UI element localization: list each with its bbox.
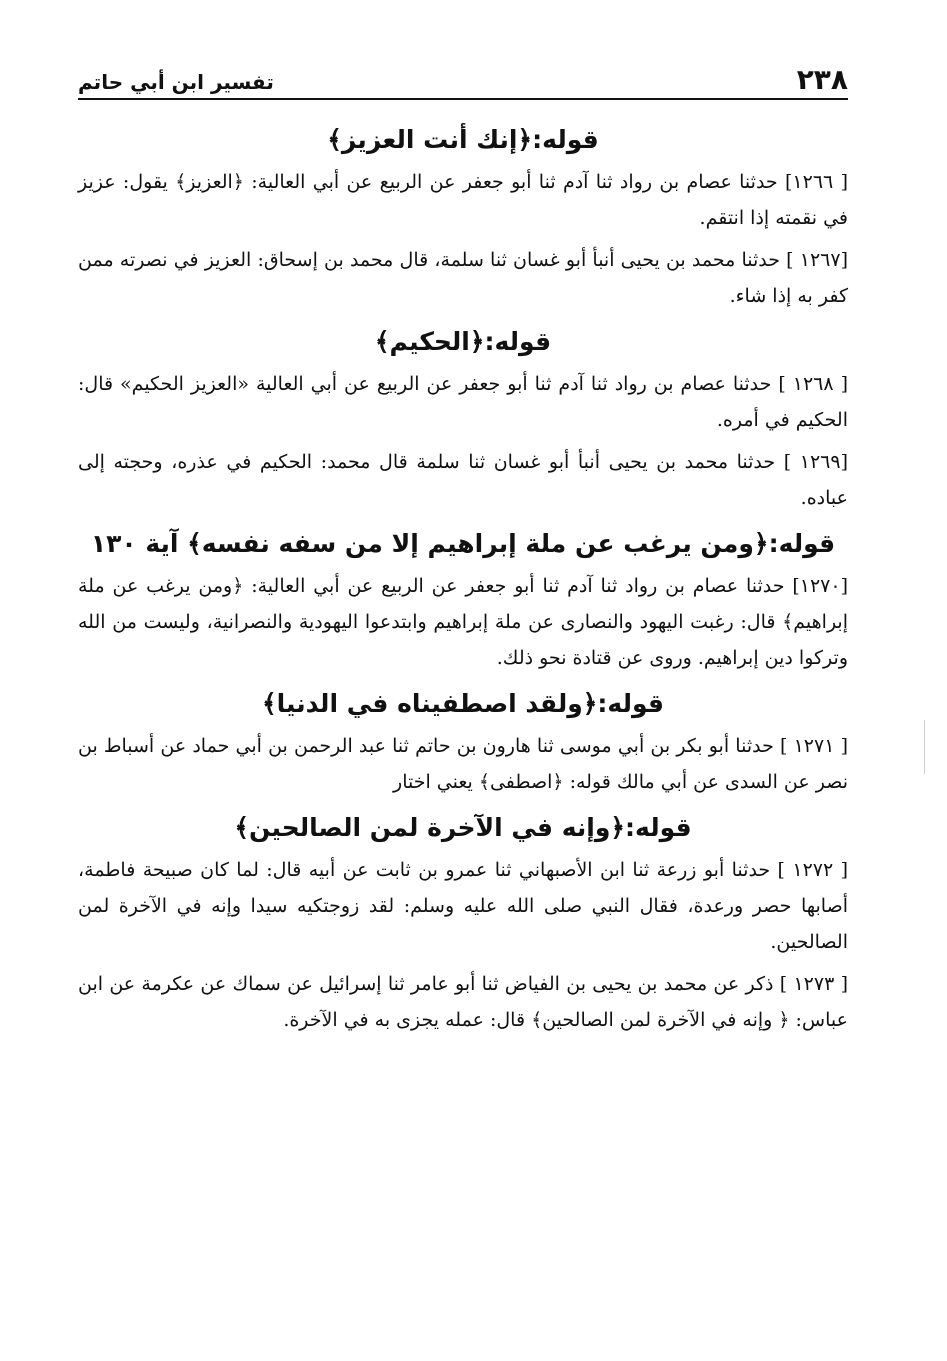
book-page	[78, 52, 848, 1342]
hadith-paragraph: [ ١٢٧٢ ] حدثنا أبو زرعة ثنا ابن الأصبهاني ثنا عمرو بن ثابت عن أبيه قال: لما كان صبيحة فاطمة، أصابها حصر ورعدة، فقال النبي صلى الله عليه وسلم: لقد زوجتكيه سيدا وإنه في الآخرة لمن الصالحين.	[78, 859, 849, 953]
section-wa-innahu-fil-akhira	[78, 806, 848, 1038]
section-heading: قوله:﴿وإنه في الآخرة لمن الصالحين﴾	[234, 813, 692, 842]
section-alhakim	[78, 320, 848, 516]
hadith-paragraph: [١٢٦٧ ] حدثنا محمد بن يحيى أنبأ أبو غسان ثنا سلمة، قال محمد بن إسحاق: العزيز في نصرته ممن كفر به إذا شاء.	[78, 249, 848, 307]
hadith-paragraph: [١٢٦٩ ] حدثنا محمد بن يحيى أنبأ أبو غسان ثنا سلمة قال محمد: الحكيم في عذره، وحجته إلى عباده.	[78, 451, 848, 509]
margin-line	[924, 720, 925, 774]
book-title: تفسير ابن أبي حاتم	[78, 70, 274, 94]
hadith-paragraph: [ ١٢٦٨ ] حدثنا عصام بن رواد ثنا آدم ثنا أبو جعفر عن الربيع عن أبي العالية «العزيز الحكيم» قال: الحكيم في أمره.	[78, 373, 848, 431]
section-inka-anta-alaziz	[78, 118, 848, 314]
hadith-paragraph: [ ١٢٧١ ] حدثنا أبو بكر بن أبي موسى ثنا هارون بن حاتم ثنا عبد الرحمن بن أبي حماد عن أسباط بن نصر عن السدى عن أبي مالك قوله: ﴿اصطفى﴾ يعني اختار	[78, 735, 848, 793]
section-heading: قوله:﴿ولقد اصطفيناه في الدنيا﴾	[261, 689, 665, 718]
section-heading: قوله:﴿ومن يرغب عن ملة إبراهيم إلا من سفه نفسه﴾ آية ١٣٠	[90, 529, 836, 558]
page-header	[78, 52, 848, 100]
page-number: ٢٣٨	[796, 63, 848, 96]
hadith-paragraph: [ ١٢٧٣ ] ذكر عن محمد بن يحيى بن الفياض ثنا أبو عامر ثنا إسرائيل عن سماك عن عكرمة عن ابن عباس: ﴿ وإنه في الآخرة لمن الصالحين﴾ قال: عمله يجزى به في الآخرة.	[78, 973, 848, 1031]
hadith-paragraph: [١٢٧٠] حدثنا عصام بن رواد ثنا آدم ثنا أبو جعفر عن الربيع عن أبي العالية: ﴿ومن يرغب عن ملة إبراهيم﴾ قال: رغبت اليهود والنصارى عن ملة إبراهيم وابتدعوا اليهودية والنصرانية، وليست من الله وتركوا دين إبراهيم. وروى عن قتادة نحو ذلك.	[78, 575, 848, 669]
hadith-paragraph: [ ١٢٦٦] حدثنا عصام بن رواد ثنا آدم ثنا أبو جعفر عن الربيع عن أبي العالية: ﴿العزيز﴾ يقول: عزيز في نقمته إذا انتقم.	[78, 171, 848, 229]
section-wa-man-yarghab	[78, 522, 848, 676]
section-wa-laqad-istafaynahu	[78, 682, 848, 800]
section-heading: قوله:﴿الحكيم﴾	[374, 327, 552, 356]
section-heading: قوله:﴿إنك أنت العزيز﴾	[327, 125, 599, 154]
page-content	[78, 118, 848, 1038]
